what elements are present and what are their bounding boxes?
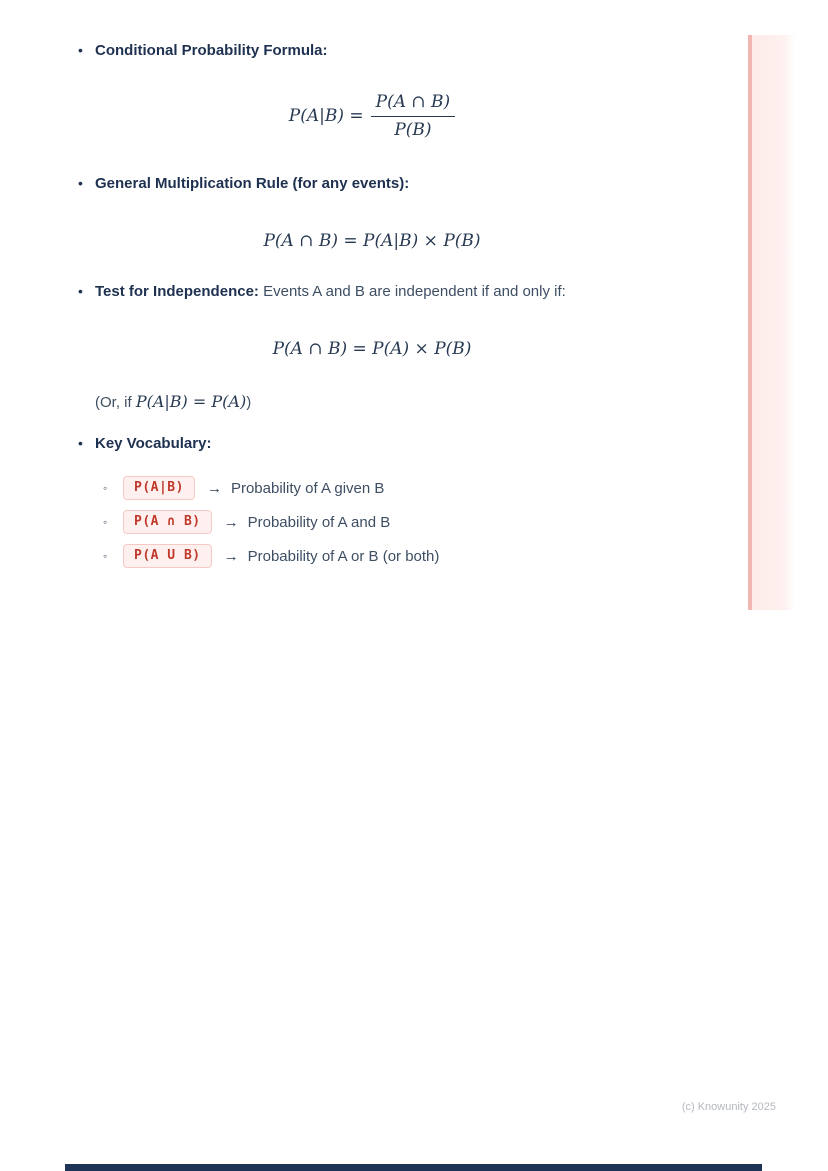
section-heading: [95, 283, 566, 300]
circle-bullet-icon: ◦: [103, 515, 108, 529]
fraction: [371, 92, 456, 141]
section-independence-heading: [78, 283, 744, 300]
circle-bullet-icon: ◦: [103, 481, 108, 495]
bullet-icon: •: [78, 435, 83, 451]
arrow-right-icon: →: [223, 547, 239, 565]
bullet-icon: •: [78, 283, 83, 299]
arrow-right-icon: →: [223, 513, 239, 531]
formula-text: P(A ∩ B) = P(A|B) × P(B): [263, 231, 481, 251]
section-heading: Conditional Probability Formula:: [95, 42, 328, 59]
section-heading: General Multiplication Rule (for any events):: [95, 175, 410, 192]
note-math: P(A|B) = P(A): [135, 392, 247, 411]
notes-content: [0, 0, 744, 568]
independence-note: [95, 392, 744, 411]
section-conditional-probability-heading: [78, 42, 744, 59]
code-chip: P(A U B): [123, 544, 212, 568]
fraction-denominator: P(B): [394, 120, 432, 140]
bullet-icon: •: [78, 175, 83, 191]
vocab-description: Probability of A and B: [247, 513, 391, 531]
page-divider-bar: [65, 1164, 762, 1171]
section-multiplication-rule-heading: [78, 175, 744, 192]
section-lead-text: Events A and B are independent if and only if:: [263, 283, 566, 300]
formula-independence: [0, 338, 744, 360]
vocab-description: Probability of A or B (or both): [247, 547, 440, 565]
section-heading: Key Vocabulary:: [95, 435, 212, 452]
formula-text: P(A ∩ B) = P(A) × P(B): [272, 339, 472, 359]
formula-conditional-probability: [0, 92, 744, 141]
formula-lhs: P(A|B) =: [288, 105, 364, 126]
section-heading-bold: Test for Independence:: [95, 283, 259, 300]
circle-bullet-icon: ◦: [103, 549, 108, 563]
formula-multiplication-rule: [0, 230, 744, 252]
note-suffix: ): [246, 394, 252, 411]
vocab-item-p-a-and-b: [103, 510, 744, 534]
fraction-numerator: P(A ∩ B): [371, 92, 456, 117]
code-chip: P(A ∩ B): [123, 510, 212, 534]
code-chip: P(A|B): [123, 476, 195, 500]
copyright-text: (c) Knowunity 2025: [681, 1101, 776, 1113]
vocab-item-p-a-or-b: [103, 544, 744, 568]
arrow-right-icon: →: [206, 479, 222, 497]
vocab-description: Probability of A given B: [230, 479, 385, 497]
note-prefix: (Or, if: [95, 394, 136, 411]
bullet-icon: •: [78, 42, 83, 58]
accent-strip: [748, 35, 796, 610]
vocab-item-p-a-given-b: [103, 476, 744, 500]
section-key-vocabulary-heading: [78, 435, 744, 452]
